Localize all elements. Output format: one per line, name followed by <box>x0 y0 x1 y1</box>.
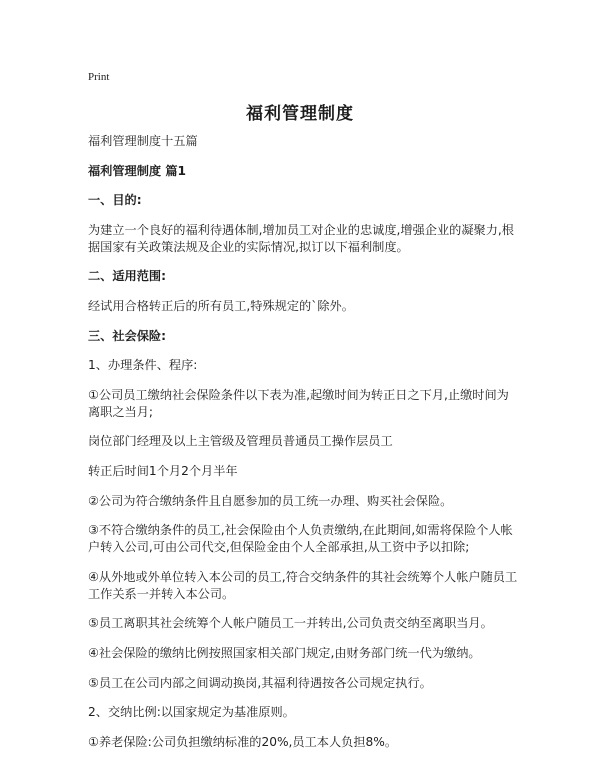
section-heading: 二、适用范围: <box>88 269 166 284</box>
paragraph: ②公司为符合缴纳条件且自愿参加的员工统一办理、购买社会保险。 <box>88 493 453 508</box>
paragraph: ⑤员工在公司内部之间调动换岗,其福利待遇按各公司规定执行。 <box>88 675 432 690</box>
subtitle: 福利管理制度十五篇 <box>88 134 198 148</box>
paragraph: 岗位部门经理及以上主管级及管理员普通员工操作层员工 <box>88 434 393 449</box>
paragraph: ④社会保险的缴纳比例按照国家相关部门规定,由财务部门统一代为缴纳。 <box>88 645 481 660</box>
paragraph: ①公司员工缴纳社会保险条件以下表为准,起缴时间为转正日之下月,止缴时间为离职之当月; <box>88 387 509 419</box>
paragraph: 2、交纳比例:以国家规定为基准原则。 <box>88 705 295 720</box>
section-heading: 一、目的: <box>88 193 142 208</box>
paragraph: 1、办理条件、程序: <box>88 358 198 373</box>
section-heading: 福利管理制度 篇1 <box>88 163 187 178</box>
document-body <box>88 133 520 763</box>
section-heading: 三、社会保险: <box>88 328 166 343</box>
page-title: 福利管理制度 <box>246 104 354 124</box>
print-label: Print <box>88 71 110 83</box>
paragraph: 转正后时间1个月2个月半年 <box>88 463 238 478</box>
paragraph: ③不符合缴纳条件的员工,社会保险由个人负责缴纳,在此期间,如需将保险个人帐户转入公司,可由公司代交,但保险金由个人全部承担,从工资中予以扣除; <box>88 523 513 555</box>
paragraph: ⑤员工离职其社会统筹个人帐户随员工一并转出,公司负责交纳至离职当月。 <box>88 616 493 631</box>
paragraph: 经试用合格转正后的所有员工,特殊规定的`除外。 <box>88 298 354 313</box>
paragraph: ①养老保险:公司负担缴纳标准的20%,员工本人负担8%。 <box>88 734 398 749</box>
paragraph: 为建立一个良好的福利待遇体制,增加员工对企业的忠诚度,增强企业的凝聚力,根据国家有关政策法规及企业的实际情况,拟订以下福利制度。 <box>88 222 514 254</box>
paragraph: ④从外地或外单位转入本公司的员工,符合交纳条件的其社会统筹个人帐户随员工工作关系一并转入本公司。 <box>88 569 518 601</box>
